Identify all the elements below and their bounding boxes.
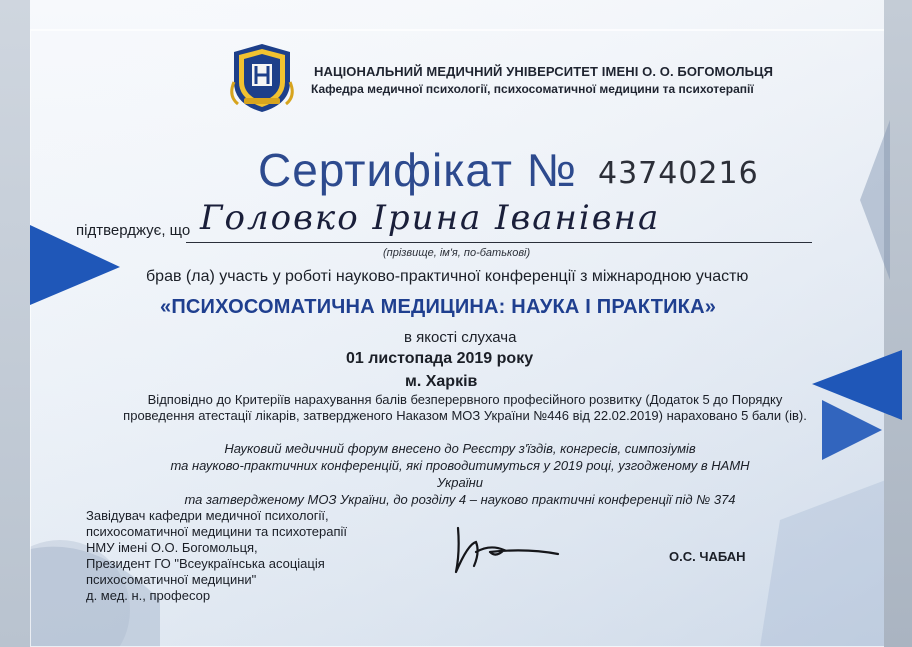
signer-title-line: психосоматичної медицини та психотерапії: [86, 524, 348, 539]
event-city: м. Харків: [405, 373, 478, 390]
handwritten-signature: [446, 522, 566, 582]
confirms-label: підтверджує, що: [76, 222, 191, 239]
left-frame-strip: [0, 0, 30, 647]
right-frame-strip: [884, 0, 912, 647]
signer-title-line: Президент ГО "Всеукраїнська асоціація: [86, 556, 325, 571]
recipient-name: Головко Ірина Іванівна: [200, 198, 661, 238]
registry-note: [150, 440, 770, 508]
criteria-line: Відповідно до Критеріїв нарахування балів безперервного професійного розвитку (Додаток 5 до Порядку: [147, 392, 783, 407]
signer-title-block: [86, 508, 347, 604]
cpd-criteria-text: [104, 392, 826, 424]
registry-line: та затвердженому МОЗ України, до розділу 4 – науково практичні конференції під № 374: [184, 492, 736, 507]
signer-title-line: психосоматичної медицини": [86, 572, 257, 587]
name-underline: [186, 242, 812, 243]
signer-title-line: д. мед. н., професор: [86, 588, 211, 603]
signer-title-line: Завідувач кафедри медичної психології,: [86, 508, 329, 523]
signer-name: О.С. ЧАБАН: [669, 549, 746, 564]
conference-title: «ПСИХОСОМАТИЧНА МЕДИЦИНА: НАУКА І ПРАКТИКА»: [160, 296, 717, 318]
signer-title-line: НМУ імені О.О. Богомольця,: [86, 540, 258, 555]
participation-text: брав (ла) участь у роботі науково-практичної конференції з міжнародною участю: [146, 268, 749, 285]
certificate-number: 43740216: [598, 156, 759, 191]
certificate-title: Сертифікат №: [258, 144, 578, 196]
right-blue-triangle-lower: [822, 400, 882, 460]
registry-line: та науково-практичних конференцій, які проводитимуться у 2019 році, узгодженому в НАМН України: [170, 458, 750, 490]
university-crest-icon: [228, 42, 296, 114]
university-name: НАЦІОНАЛЬНИЙ МЕДИЧНИЙ УНІВЕРСИТЕТ ІМЕНІ О. О. БОГОМОЛЬЦЯ: [314, 64, 774, 79]
event-date: 01 листопада 2019 року: [346, 350, 534, 367]
name-hint: (прізвище, ім'я, по-батькові): [383, 247, 531, 259]
registry-line: Науковий медичний форум внесено до Реєстру з'їздів, конгресів, симпозіумів: [224, 441, 696, 456]
criteria-line: проведення атестації лікарів, затвердженого Наказом МОЗ України №446 від 22.02.2019) нараховано 5 бали (ів).: [123, 408, 807, 423]
participant-role: в якості слухача: [404, 329, 517, 346]
right-edge-shade: [860, 120, 890, 280]
department-name: Кафедра медичної психології, психосоматичної медицини та психотерапії: [311, 82, 754, 96]
